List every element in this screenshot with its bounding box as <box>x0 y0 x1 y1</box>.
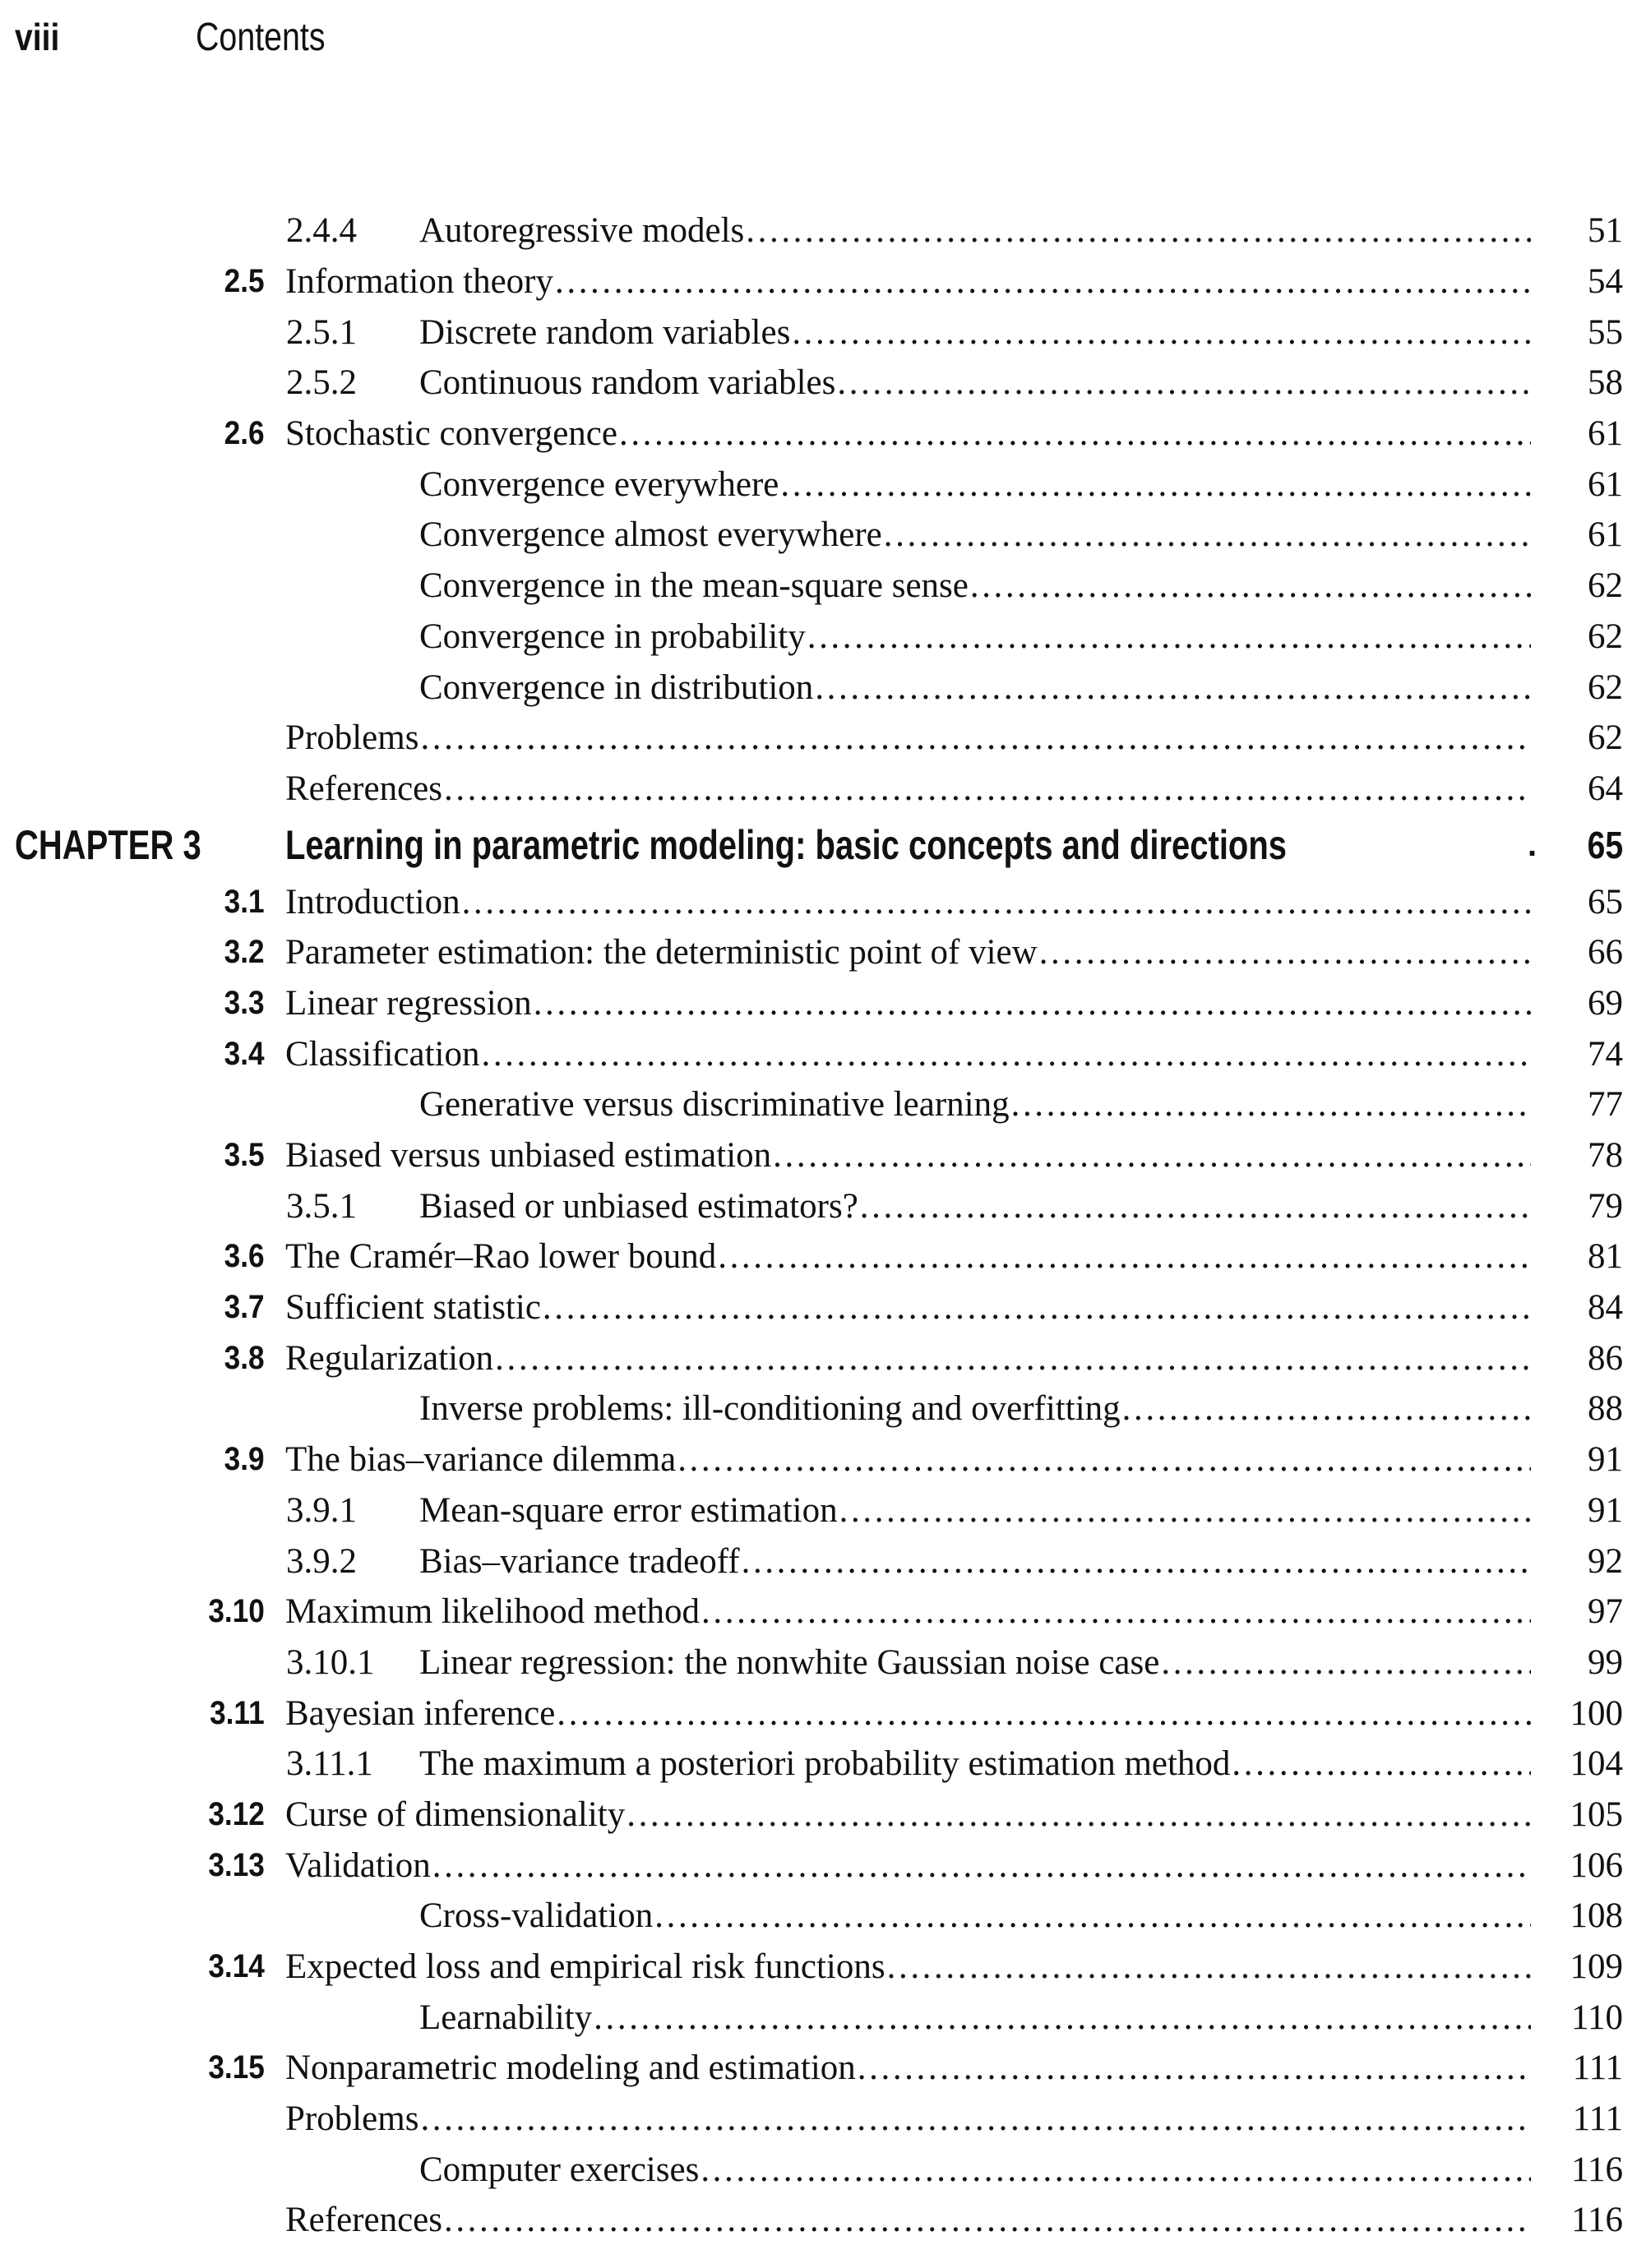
dot-leader <box>773 1135 1531 1176</box>
toc-entry[interactable] <box>0 1688 1646 1739</box>
toc-entry[interactable] <box>0 1739 1646 1790</box>
entry-text <box>419 1084 1531 1125</box>
entry-page-number[interactable]: 79 <box>1588 1186 1623 1226</box>
entry-page-number[interactable]: 100 <box>1570 1693 1623 1733</box>
toc-entry[interactable] <box>0 764 1646 815</box>
chapter-page[interactable]: 65 <box>1587 824 1623 867</box>
entry-page-number[interactable]: 105 <box>1570 1795 1623 1834</box>
dot-leader <box>1122 1388 1531 1429</box>
entry-text <box>285 1795 1531 1835</box>
entry-text <box>285 932 1531 972</box>
entry-text <box>419 464 1531 505</box>
toc-entry[interactable] <box>0 2043 1646 2094</box>
entry-page-number[interactable]: 86 <box>1588 1338 1623 1378</box>
entry-text <box>419 363 1531 403</box>
dot-leader <box>654 1896 1531 1936</box>
entry-page-number[interactable]: 61 <box>1588 464 1623 504</box>
entry-title[interactable]: Bias–variance tradeoff <box>419 1541 740 1581</box>
entry-page-number[interactable]: 92 <box>1588 1541 1623 1581</box>
entry-page-number[interactable]: 64 <box>1588 769 1623 808</box>
entry-text <box>285 1338 1531 1379</box>
entry-page-number[interactable]: 65 <box>1588 882 1623 922</box>
dot-leader <box>746 210 1531 251</box>
dot-leader <box>700 2150 1531 2190</box>
toc-entry[interactable] <box>0 713 1646 764</box>
subsection-number: 3.9.2 <box>286 1541 357 1581</box>
toc-entry[interactable] <box>0 1637 1646 1688</box>
entry-title[interactable]: Bayesian inference <box>285 1693 556 1733</box>
entry-title[interactable]: Linear regression: the nonwhite Gaussian noise case <box>419 1642 1160 1682</box>
entry-text <box>285 2048 1531 2088</box>
entry-title[interactable]: References <box>285 769 442 808</box>
dot-leader <box>594 1998 1531 2038</box>
entry-page-number[interactable]: 84 <box>1588 1288 1623 1328</box>
section-number: 2.6 <box>224 415 265 452</box>
entry-title[interactable]: References <box>285 2201 442 2240</box>
entry-page-number[interactable]: 69 <box>1588 983 1623 1023</box>
entry-title[interactable]: The Cramér–Rao lower bound <box>285 1237 717 1277</box>
entry-title[interactable]: Information theory <box>285 262 553 302</box>
entry-page-number[interactable]: 110 <box>1571 1998 1623 2037</box>
chapter-leader: . <box>1528 826 1537 863</box>
entry-title[interactable]: Parameter estimation: the deterministic point of view <box>285 933 1038 972</box>
toc-chapter-heading[interactable] <box>0 814 1646 876</box>
dot-leader <box>887 1947 1531 1987</box>
entry-text <box>419 667 1531 708</box>
toc-entry[interactable] <box>0 510 1646 561</box>
entry-title[interactable]: Computer exercises <box>419 2150 700 2189</box>
subsection-number: 2.4.4 <box>286 211 357 251</box>
entry-title[interactable]: Expected loss and empirical risk functions <box>285 1947 885 1987</box>
entry-title[interactable]: Sufficient statistic <box>285 1288 541 1328</box>
entry-text <box>285 882 1531 922</box>
toc-entry[interactable] <box>0 1790 1646 1841</box>
entry-title[interactable]: Discrete random variables <box>419 312 791 352</box>
entry-title[interactable]: The maximum a posteriori probability estimation method <box>419 1744 1231 1784</box>
dot-leader <box>884 515 1531 555</box>
toc-entry[interactable] <box>0 1333 1646 1383</box>
entry-page-number[interactable]: 62 <box>1588 667 1623 707</box>
entry-text <box>285 769 1531 809</box>
entry-text <box>419 1642 1531 1683</box>
entry-page-number[interactable]: 51 <box>1588 211 1623 251</box>
section-number: 3.2 <box>224 934 265 971</box>
dot-leader <box>839 1490 1531 1531</box>
dot-leader <box>677 1439 1531 1480</box>
entry-title[interactable]: Inverse problems: ill-conditioning and overfitting <box>419 1389 1121 1429</box>
dot-leader <box>807 617 1531 657</box>
entry-text <box>285 1135 1531 1176</box>
entry-text <box>419 312 1531 353</box>
entry-text <box>419 566 1531 606</box>
section-number: 3.8 <box>224 1339 265 1376</box>
entry-title[interactable]: Biased or unbiased estimators? <box>419 1186 858 1226</box>
entry-text <box>419 210 1531 251</box>
dot-leader <box>534 983 1531 1023</box>
entry-text <box>419 617 1531 657</box>
entry-title[interactable]: Validation <box>285 1845 431 1885</box>
entry-text <box>285 1845 1531 1886</box>
entry-page-number[interactable]: 88 <box>1588 1389 1623 1429</box>
entry-page-number[interactable]: 111 <box>1572 2099 1623 2139</box>
toc-entry[interactable] <box>0 1434 1646 1485</box>
dot-leader <box>970 566 1531 606</box>
dot-leader <box>1232 1744 1531 1784</box>
entry-title[interactable]: Introduction <box>285 882 460 922</box>
entry-title[interactable]: Generative versus discriminative learning <box>419 1085 1010 1125</box>
entry-text <box>285 1693 1531 1734</box>
entry-page-number[interactable]: 62 <box>1588 566 1623 606</box>
entry-title[interactable]: The bias–variance dilemma <box>285 1440 677 1480</box>
dot-leader <box>462 882 1531 922</box>
entry-title[interactable]: Stochastic convergence <box>285 414 617 454</box>
entry-text <box>285 261 1531 302</box>
entry-page-number[interactable]: 106 <box>1570 1845 1623 1885</box>
dot-leader <box>837 363 1531 403</box>
toc-group-chapter-3 <box>0 876 1646 2246</box>
running-title: Contents <box>196 15 326 59</box>
dot-leader <box>432 1845 1531 1886</box>
entry-page-number[interactable]: 74 <box>1588 1034 1623 1074</box>
toc-entry[interactable] <box>0 1079 1646 1130</box>
dot-leader <box>792 312 1531 353</box>
entry-title[interactable]: Convergence in probability <box>419 617 806 656</box>
toc-entry[interactable] <box>0 2195 1646 2246</box>
entry-text <box>285 1947 1531 1987</box>
entry-text <box>285 1439 1531 1480</box>
section-number: 3.10 <box>208 1593 265 1630</box>
entry-title[interactable]: Convergence in distribution <box>419 667 814 707</box>
entry-text <box>285 1591 1531 1632</box>
subsection-number: 2.5.1 <box>286 312 357 352</box>
entry-title[interactable]: Biased versus unbiased estimation <box>285 1136 772 1176</box>
subsection-number: 3.11.1 <box>286 1744 373 1784</box>
toc-entry[interactable] <box>0 612 1646 663</box>
entry-text <box>419 1541 1531 1582</box>
entry-title[interactable]: Problems <box>285 2099 419 2139</box>
toc-entry[interactable] <box>0 1180 1646 1231</box>
section-number: 3.14 <box>208 1948 265 1985</box>
entry-page-number[interactable]: 99 <box>1588 1642 1623 1682</box>
entry-title[interactable]: Curse of dimensionality <box>285 1795 626 1834</box>
entry-title[interactable]: Convergence in the mean-square sense <box>419 566 969 606</box>
entry-title[interactable]: Continuous random variables <box>419 363 836 403</box>
entry-title[interactable]: Regularization <box>285 1338 494 1378</box>
dot-leader <box>444 769 1531 809</box>
toc-entry[interactable] <box>0 1231 1646 1282</box>
section-number: 3.7 <box>224 1289 265 1326</box>
toc-group-chapter-2 <box>0 206 1646 814</box>
chapter-title[interactable]: Learning in parametric modeling: basic concepts and directions <box>285 822 1288 869</box>
entry-page-number[interactable]: 62 <box>1588 718 1623 758</box>
entry-text <box>419 1186 1531 1226</box>
entry-page-number[interactable]: 78 <box>1588 1136 1623 1176</box>
entry-page-number[interactable]: 91 <box>1588 1490 1623 1530</box>
section-number: 2.5 <box>224 263 265 300</box>
entry-page-number[interactable]: 54 <box>1588 262 1623 302</box>
subsection-number: 3.9.1 <box>286 1490 357 1530</box>
section-number: 3.15 <box>208 2049 265 2086</box>
entry-text <box>419 1388 1531 1429</box>
entry-title[interactable]: Classification <box>285 1034 480 1074</box>
entry-page-number[interactable]: 91 <box>1588 1440 1623 1480</box>
section-number: 3.13 <box>208 1846 265 1883</box>
toc-entry[interactable] <box>0 1942 1646 1993</box>
section-number: 3.11 <box>210 1694 265 1731</box>
toc-entry[interactable] <box>0 927 1646 978</box>
dot-leader <box>557 1693 1531 1734</box>
dot-leader <box>701 1591 1531 1632</box>
section-number: 3.6 <box>224 1238 265 1275</box>
dot-leader <box>619 413 1531 454</box>
toc-entry[interactable] <box>0 307 1646 358</box>
entry-text <box>419 1490 1531 1531</box>
toc-entry[interactable] <box>0 1891 1646 1942</box>
table-of-contents <box>0 206 1646 2246</box>
section-number: 3.12 <box>208 1795 265 1832</box>
dot-leader <box>742 1541 1531 1582</box>
toc-entry[interactable] <box>0 2144 1646 2195</box>
entry-title[interactable]: Linear regression <box>285 983 532 1023</box>
subsection-number: 2.5.2 <box>286 363 357 403</box>
entry-title[interactable]: Mean-square error estimation <box>419 1490 838 1530</box>
dot-leader <box>815 667 1531 708</box>
dot-leader <box>555 261 1531 302</box>
section-number: 3.3 <box>224 984 265 1021</box>
entry-title[interactable]: Autoregressive models <box>419 211 745 251</box>
toc-entry[interactable] <box>0 1536 1646 1587</box>
entry-page-number[interactable]: 111 <box>1572 2049 1623 2088</box>
entry-title[interactable]: Problems <box>285 718 419 758</box>
toc-entry[interactable] <box>0 459 1646 510</box>
entry-title[interactable]: Maximum likelihood method <box>285 1592 700 1632</box>
entry-text <box>285 718 1531 758</box>
toc-entry[interactable] <box>0 256 1646 307</box>
toc-entry[interactable] <box>0 1587 1646 1637</box>
toc-entry[interactable] <box>0 1028 1646 1079</box>
entry-page-number[interactable]: 61 <box>1588 515 1623 555</box>
dot-leader <box>420 718 1531 758</box>
subsection-number: 3.10.1 <box>286 1642 375 1682</box>
entry-title[interactable]: Convergence almost everywhere <box>419 515 882 555</box>
toc-entry[interactable] <box>0 561 1646 612</box>
entry-text <box>419 1896 1531 1936</box>
entry-text <box>285 1034 1531 1074</box>
dot-leader <box>1039 932 1531 972</box>
running-header <box>15 8 354 66</box>
entry-page-number[interactable]: 77 <box>1588 1085 1623 1125</box>
toc-entry[interactable] <box>0 358 1646 409</box>
section-number: 3.1 <box>224 883 265 920</box>
toc-entry[interactable] <box>0 1840 1646 1891</box>
entry-page-number[interactable]: 66 <box>1588 933 1623 972</box>
toc-entry[interactable] <box>0 876 1646 927</box>
entry-page-number[interactable]: 104 <box>1570 1744 1623 1784</box>
entry-page-number[interactable]: 97 <box>1588 1592 1623 1632</box>
dot-leader <box>860 1186 1531 1226</box>
dot-leader <box>481 1034 1531 1074</box>
dot-leader <box>718 1236 1531 1277</box>
entry-page-number[interactable]: 58 <box>1588 363 1623 403</box>
toc-entry[interactable] <box>0 1992 1646 2043</box>
chapter-label: CHAPTER 3 <box>15 822 201 869</box>
entry-title[interactable]: Nonparametric modeling and estimation <box>285 2049 856 2088</box>
entry-page-number[interactable]: 81 <box>1588 1237 1623 1277</box>
dot-leader <box>858 2048 1531 2088</box>
entry-text <box>285 1287 1531 1328</box>
dot-leader <box>780 464 1531 505</box>
entry-page-number[interactable]: 62 <box>1588 617 1623 656</box>
entry-text <box>285 2200 1531 2240</box>
entry-text <box>285 1236 1531 1277</box>
page-number: viii <box>15 16 60 58</box>
dot-leader <box>626 1795 1531 1835</box>
toc-entry[interactable] <box>0 206 1646 256</box>
entry-text <box>285 413 1531 454</box>
dot-leader <box>495 1338 1531 1379</box>
entry-page-number[interactable]: 116 <box>1571 2201 1623 2240</box>
entry-title[interactable]: Learnability <box>419 1998 593 2037</box>
entry-text <box>419 1998 1531 2038</box>
entry-page-number[interactable]: 109 <box>1570 1947 1623 1987</box>
toc-entry[interactable] <box>0 978 1646 1029</box>
toc-entry[interactable] <box>0 1485 1646 1536</box>
entry-page-number[interactable]: 108 <box>1570 1896 1623 1936</box>
toc-entry[interactable] <box>0 1130 1646 1181</box>
entry-title[interactable]: Cross-validation <box>419 1896 654 1936</box>
entry-page-number[interactable]: 61 <box>1588 414 1623 454</box>
section-number: 3.9 <box>224 1441 265 1478</box>
entry-text <box>285 983 1531 1023</box>
subsection-number: 3.5.1 <box>286 1186 357 1226</box>
dot-leader <box>420 2099 1531 2139</box>
entry-text <box>285 2099 1531 2139</box>
section-number: 3.4 <box>224 1035 265 1072</box>
dot-leader <box>444 2200 1531 2240</box>
dot-leader <box>1011 1084 1531 1125</box>
entry-page-number[interactable]: 116 <box>1571 2150 1623 2189</box>
entry-text <box>419 1744 1531 1784</box>
toc-entry[interactable] <box>0 1282 1646 1333</box>
toc-entry[interactable] <box>0 1383 1646 1434</box>
dot-leader <box>543 1287 1531 1328</box>
entry-text <box>419 515 1531 555</box>
toc-entry[interactable] <box>0 409 1646 460</box>
toc-entry[interactable] <box>0 2094 1646 2145</box>
dot-leader <box>1161 1642 1531 1683</box>
entry-title[interactable]: Convergence everywhere <box>419 464 779 504</box>
entry-page-number[interactable]: 55 <box>1588 312 1623 352</box>
entry-text <box>419 2150 1531 2190</box>
section-number: 3.5 <box>224 1137 265 1174</box>
toc-entry[interactable] <box>0 662 1646 713</box>
